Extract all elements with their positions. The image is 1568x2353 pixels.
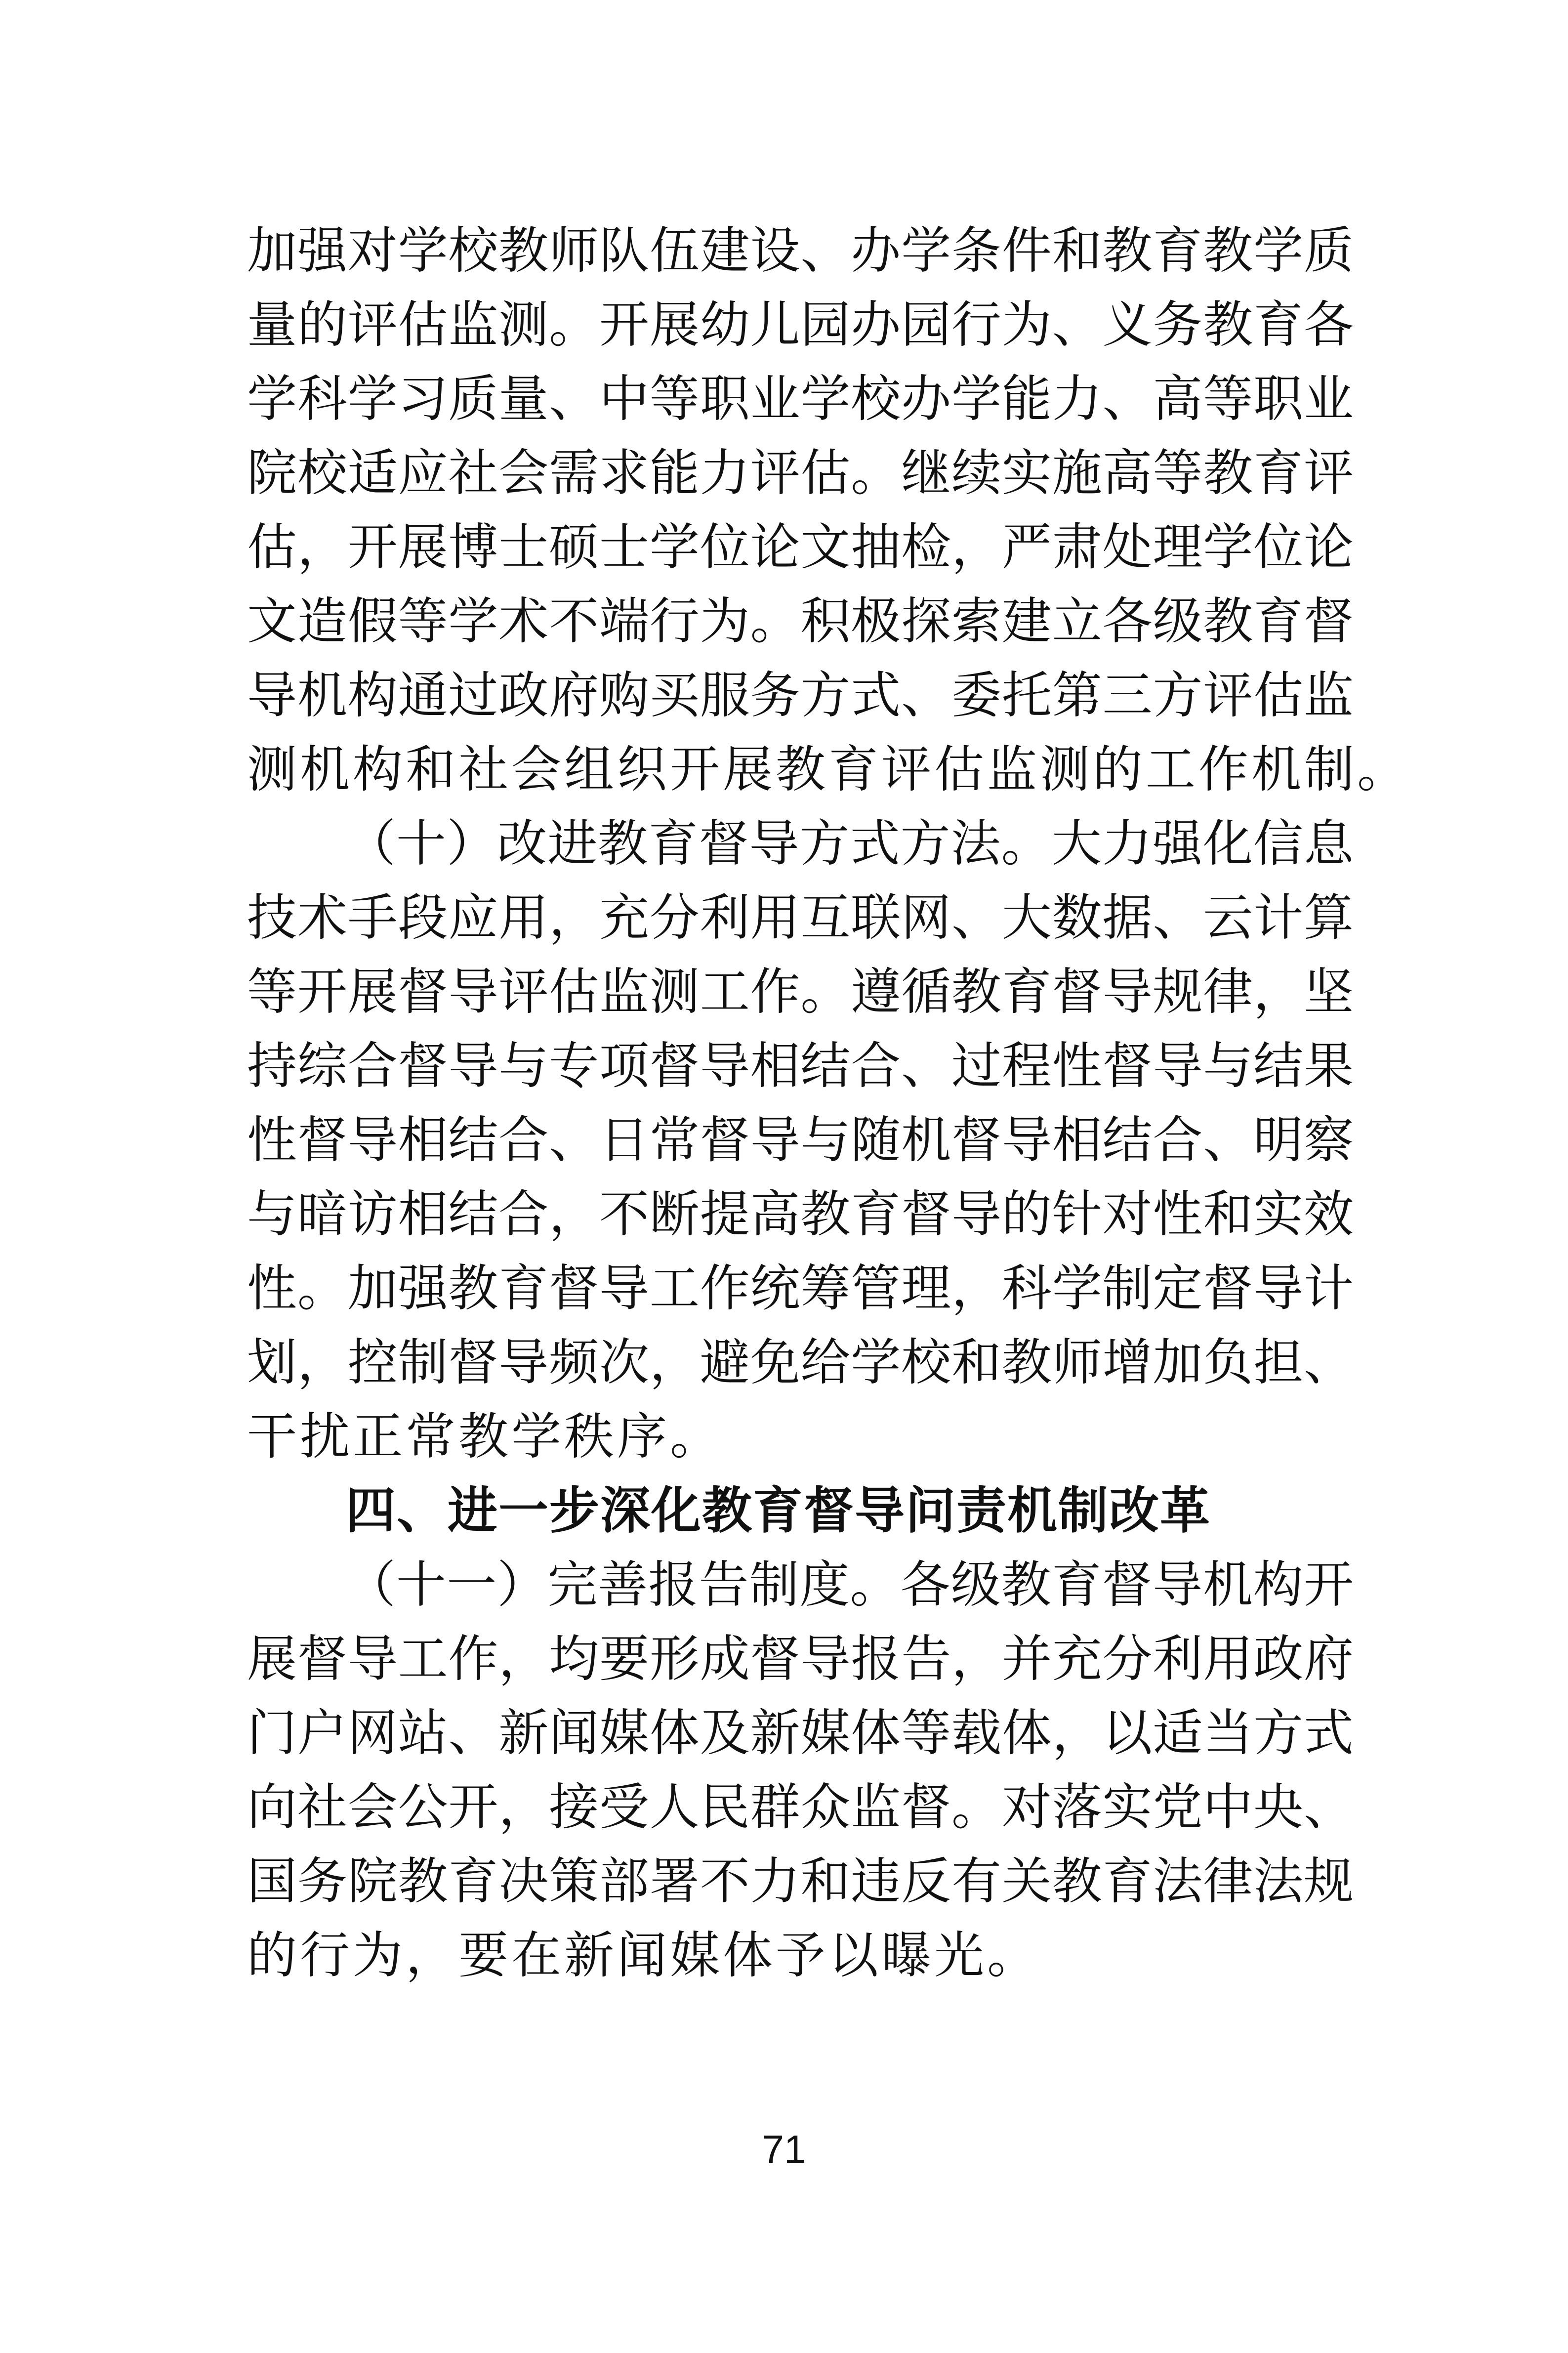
body-text-line: 导机构通过政府购买服务方式、委托第三方评估监 [247, 666, 1354, 724]
body-text-line: 向社会公开，接受人民群众监督。对落实党中央、 [247, 1778, 1354, 1836]
section-heading: 四、进一步深化教育督导问责机制改革 [346, 1481, 1211, 1540]
body-text-line: 的行为，要在新闻媒体予以曝光。 [247, 1926, 1040, 1984]
page-number: 71 [762, 2127, 806, 2171]
body-text-line: 院校适应社会需求能力评估。继续实施高等教育评 [247, 444, 1354, 502]
body-text-line: 测机构和社会组织开展教育评估监测的工作机制。 [247, 740, 1410, 798]
section-10-first-line: （十）改进教育督导方式方法。大力强化信息 [346, 814, 1354, 873]
body-text-line: 持综合督导与专项督导相结合、过程性督导与结果 [247, 1037, 1354, 1095]
body-text-line: 门户网站、新闻媒体及新媒体等载体，以适当方式 [247, 1704, 1354, 1762]
body-text-line: 量的评估监测。开展幼儿园办园行为、义务教育各 [247, 295, 1354, 354]
body-text-line: 性。加强教育督导工作统筹管理，科学制定督导计 [247, 1259, 1354, 1317]
body-text-line: 国务院教育决策部署不力和违反有关教育法律法规 [247, 1852, 1354, 1910]
body-text-line: 学科学习质量、中等职业学校办学能力、高等职业 [247, 370, 1354, 428]
body-text-line: 等开展督导评估监测工作。遵循教育督导规律，坚 [247, 963, 1354, 1021]
body-text-line: 加强对学校教师队伍建设、办学条件和教育教学质 [247, 221, 1354, 280]
body-text-line: 与暗访相结合，不断提高教育督导的针对性和实效 [247, 1185, 1354, 1243]
body-text-line: 干扰正常教学秩序。 [247, 1407, 723, 1466]
body-text-line: 展督导工作，均要形成督导报告，并充分利用政府 [247, 1630, 1354, 1688]
body-text-line: 划，控制督导频次，避免给学校和教师增加负担、 [247, 1333, 1354, 1391]
body-text-line: 文造假等学术不端行为。积极探索建立各级教育督 [247, 592, 1354, 650]
body-text-line: 性督导相结合、日常督导与随机督导相结合、明察 [247, 1111, 1354, 1169]
body-text-line: 技术手段应用，充分利用互联网、大数据、云计算 [247, 888, 1354, 947]
section-11-first-line: （十一）完善报告制度。各级教育督导机构开 [346, 1555, 1354, 1614]
body-text-line: 估，开展博士硕士学位论文抽检，严肃处理学位论 [247, 518, 1354, 576]
